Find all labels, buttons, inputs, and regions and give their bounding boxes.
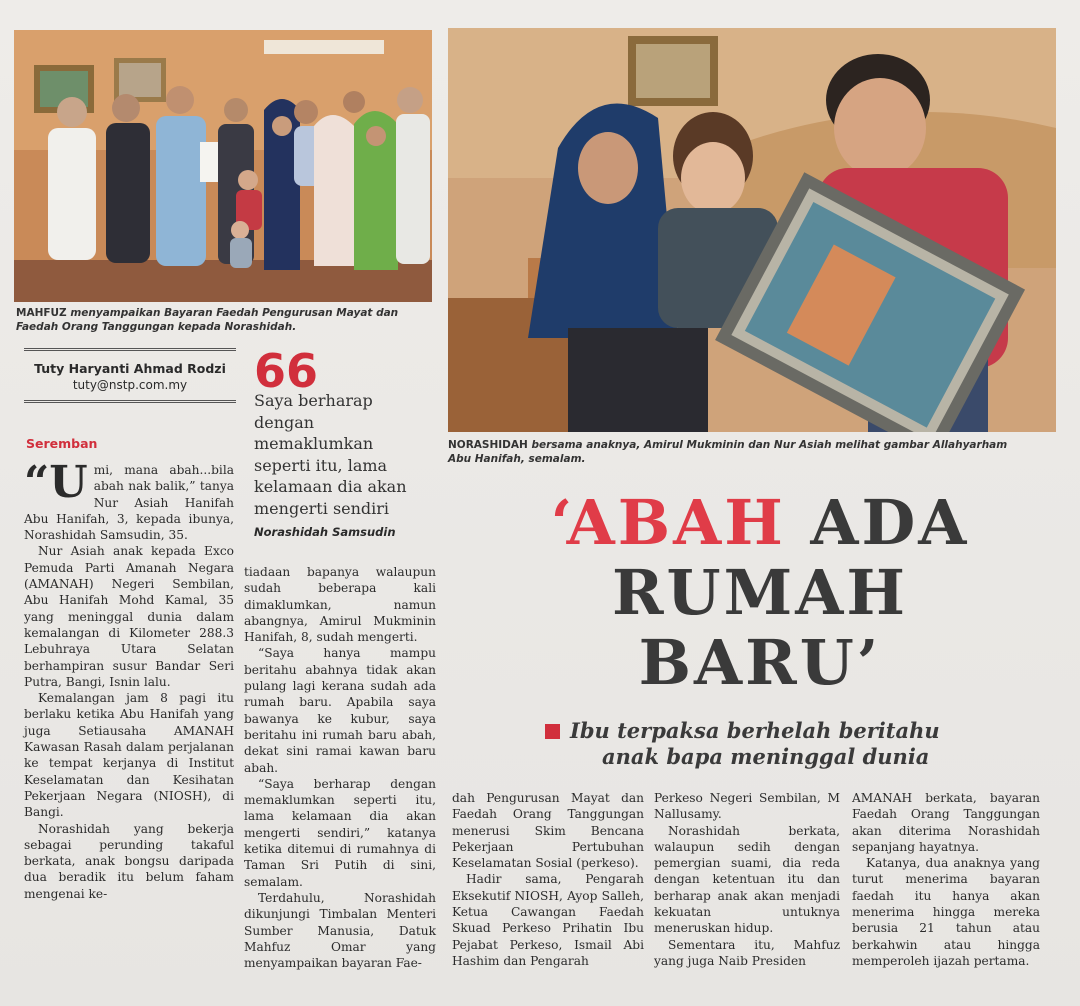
article-column-4 (654, 790, 840, 969)
subhead-line-2: anak bapa meninggal dunia (602, 744, 930, 769)
article-paragraph: tiadaan bapanya walaupun sudah beberapa kali dimaklumkan, namun abangnya, Amirul Mukminin Hanifah, 8, sudah mengerti. (244, 565, 436, 645)
article-paragraph: Nur Asiah anak kepada Exco Pemuda Parti Amanah Negara (AMANAH) Negeri Sembilan, Abu Hanifah Mohd Kamal, 35 yang meninggal dunia dalam kemalangan di Kilometer 288.3 Lebuhraya Utara Selatan berhampiran susur Bandar Seri Putra, Bangi, Isnin lalu. (24, 544, 234, 689)
caption-family (448, 438, 1008, 466)
caption-family-name: NORASHIDAH (448, 439, 528, 451)
article-paragraph: Terdahulu, Norashidah dikunjungi Timbalan Menteri Sumber Manusia, Datuk Mahfuz Omar yang menyampaikan bayaran Fae- (244, 890, 436, 971)
subhead (545, 718, 985, 770)
pull-quote-speaker: Norashidah Samsudin (254, 525, 396, 539)
article-text: mi, mana abah...bila abah nak balik,” tanya Nur Asiah Hanifah Abu Hanifah, 3, kepada ibunya, Norashidah Samsudin, 35. (24, 463, 234, 543)
subhead-line-1: Ibu terpaksa berhelah beritahu (570, 718, 940, 743)
byline-author: Tuty Haryanti Ahmad Rodzi (34, 361, 226, 376)
article-paragraph: Perkeso Negeri Sembilan, M Nallusamy. (654, 791, 840, 822)
article-column-1 (24, 457, 234, 902)
article-column-2 (244, 564, 436, 971)
pull-quote-mark: 66 (254, 344, 319, 398)
byline (24, 348, 236, 403)
article-paragraph: Norashidah berkata, walaupun sedih dengan pemergian suami, dia reda dengan ketentuan itu dan berharap anak akan menjadi kekuatan untuknya meneruskan hidup. (654, 823, 840, 936)
dropcap: “U (24, 457, 88, 508)
byline-email: tuty@nstp.com.my (72, 378, 188, 392)
headline-line-2: RUMAH (612, 556, 908, 629)
photo-family (448, 28, 1056, 432)
dateline: Seremban (26, 436, 98, 451)
pull-quote-text: Saya berharap dengan memaklumkan seperti itu, lama kelamaan dia akan mengerti sendiri (254, 391, 407, 518)
article-paragraph: Kemalangan jam 8 pagi itu berlaku ketika Abu Hanifah yang juga Setiausaha AMANAH Kawasan Rasah dalam perjalanan ke tempat kerjanya di Institut Keselamatan dan Kesihatan Pekerjaan Negara (NIOSH), di Bangi. (24, 691, 234, 820)
photo-presentation-illustration (14, 30, 432, 302)
photo-presentation (14, 30, 432, 302)
article-paragraph (24, 457, 234, 543)
article-paragraph: AMANAH berkata, bayaran Faedah Orang Tanggungan akan diterima Norashidah sepanjang hayatnya. (852, 791, 1040, 854)
article-paragraph: Sementara itu, Mahfuz yang juga Naib Presiden (654, 937, 840, 968)
article-column-3 (452, 790, 644, 969)
article-paragraph: “Saya berharap dengan memaklumkan seperti itu, lama kelamaan dia akan mengerti sendiri,” katanya ketika ditemui di rumahnya di Taman Sri Putih di sini, semalam. (244, 776, 436, 889)
caption-family-text: bersama anaknya, Amirul Mukminin dan Nur Asiah melihat gambar Allahyarham Abu Hanifah, semalam. (448, 439, 1008, 465)
caption-presentation-name: MAHFUZ (16, 307, 67, 319)
article-paragraph: Norashidah yang bekerja sebagai perunding takaful berkata, anak bongsu daripada dua beradik itu belum faham mengenai ke- (24, 821, 234, 901)
article-paragraph: “Saya hanya mampu beritahu abahnya tidak akan pulang lagi kerana sudah ada rumah baru. Apabila saya bawanya ke kubur, saya beritahu ini rumah baru abah, dekat sini ramai kawan baru abah. (244, 646, 436, 775)
article-paragraph: Katanya, dua anaknya yang turut menerima bayaran faedah itu hanya akan menerima hingga mereka berusia 21 tahun atau berkahwin atau hingga memperoleh ijazah pertama. (852, 856, 1040, 968)
headline-line-1 (500, 488, 1020, 558)
article-column-5 (852, 790, 1040, 969)
red-square-icon (545, 724, 560, 739)
headline (500, 488, 1020, 698)
article-paragraph: dah Pengurusan Mayat dan Faedah Orang Tanggungan menerusi Skim Bencana Pekerjaan Pertubuhan Keselamatan Sosial (perkeso). (452, 791, 644, 871)
headline-rest: ADA (785, 486, 970, 559)
headline-red: ‘ABAH (550, 486, 786, 559)
pull-quote (254, 344, 434, 539)
caption-presentation-text: menyampaikan Bayaran Faedah Pengurusan Mayat dan Faedah Orang Tanggungan kepada Norashidah. (16, 307, 399, 333)
headline-line-3: BARU’ (638, 626, 882, 699)
article-paragraph: Hadir sama, Pengarah Eksekutif NIOSH, Ayop Salleh, Ketua Cawangan Faedah Skuad Perkeso Prihatin Ibu Pejabat Perkeso, Ismail Abi Hashim dan Pengarah (452, 872, 644, 968)
caption-presentation (16, 306, 436, 334)
photo-family-illustration (448, 28, 1056, 432)
